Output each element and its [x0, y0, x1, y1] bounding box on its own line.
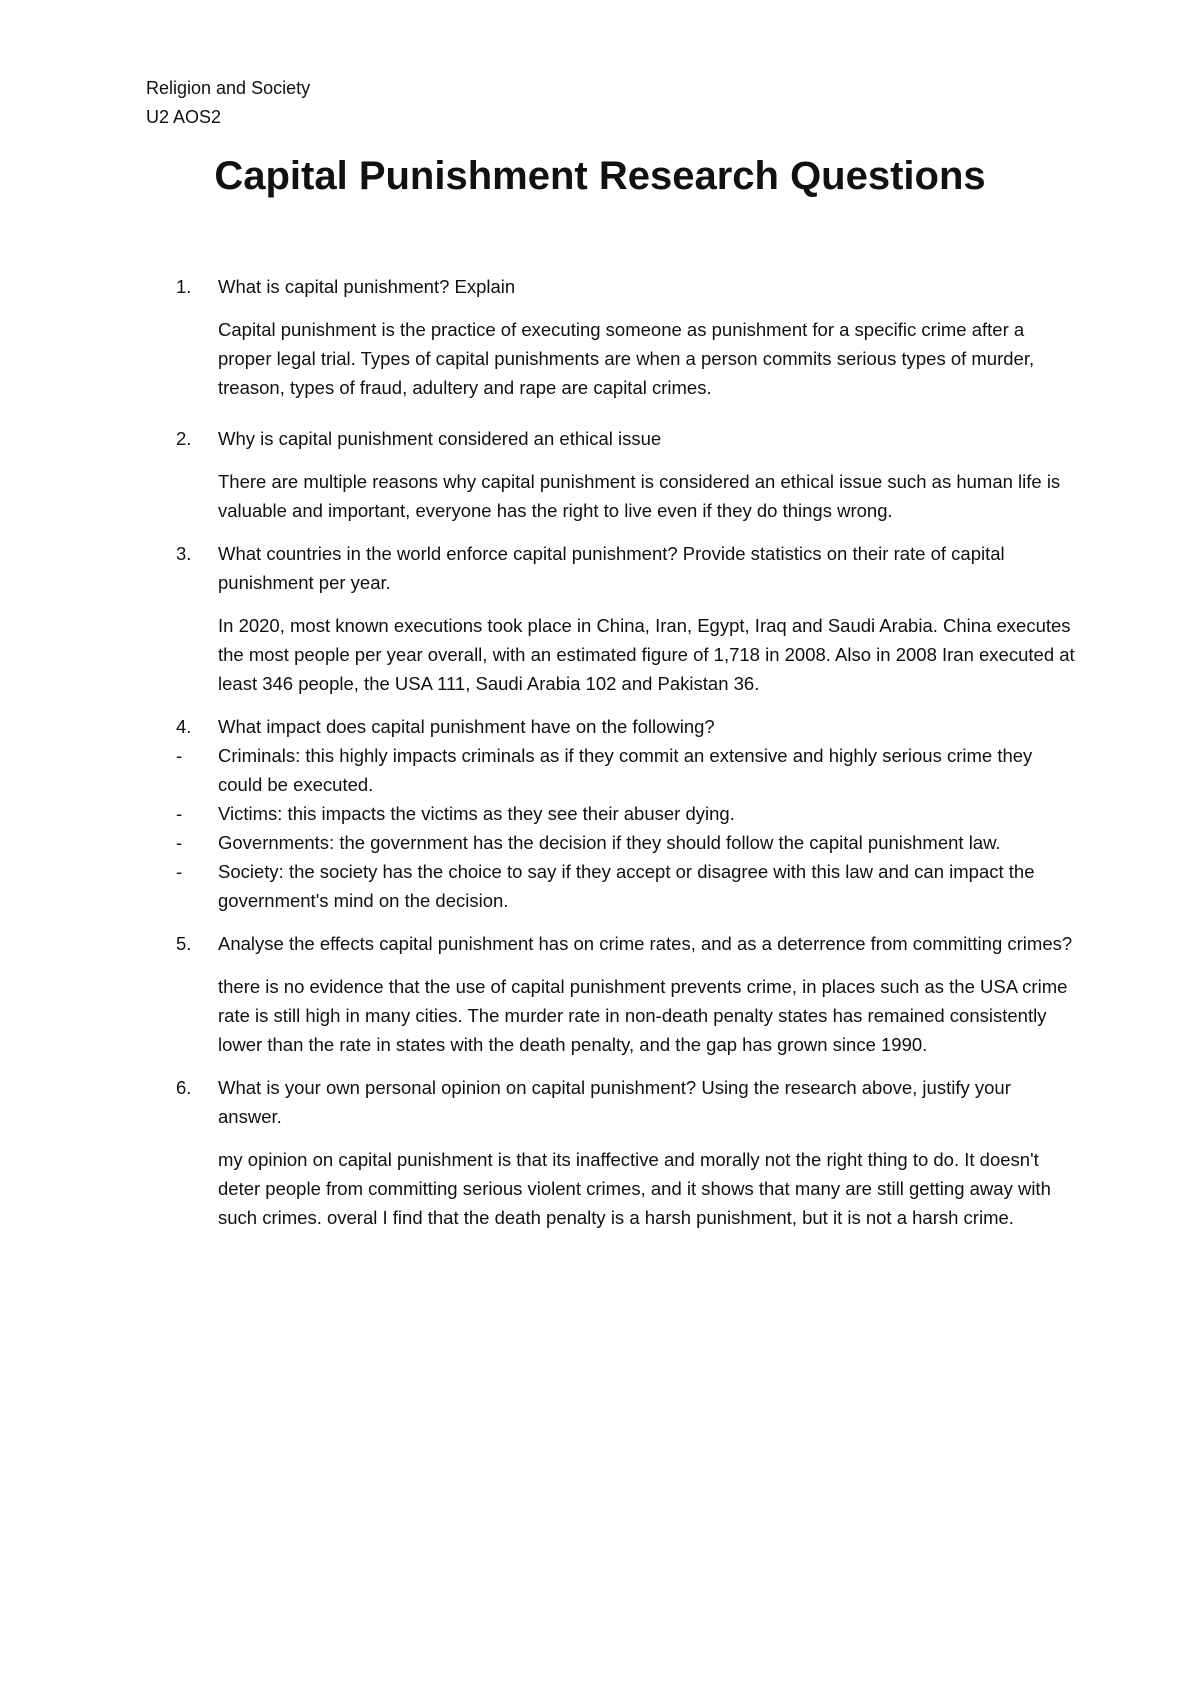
list-item [176, 857, 1076, 915]
dash-marker: - [176, 861, 183, 882]
list-item [176, 828, 1076, 857]
impact-society: Society: the society has the choice to say if they accept or disagree with this law and can impact the government's mind on the decision. [218, 861, 1035, 911]
question-number: 2. [176, 428, 192, 449]
question-text: Why is capital punishment considered an ethical issue [218, 428, 662, 449]
question-6 [176, 1073, 1076, 1131]
document-header [146, 74, 310, 132]
answer-1: Capital punishment is the practice of executing someone as punishment for a specific crime after a proper legal trial. Types of capital punishments are when a person commits serious types of murder, treason, types of fraud, adultery and rape are capital crimes. [218, 319, 1035, 398]
question-text: Analyse the effects capital punishment has on crime rates, and as a deterrence from committing crimes? [218, 933, 1073, 954]
answer-6: my opinion on capital punishment is that its inaffective and morally not the right thing to do. It doesn't deter people from committing serious violent crimes, and it shows that many are still getting away with such crimes. overal I find that the death penalty is a harsh punishment, but it is not a harsh crime. [218, 1149, 1051, 1228]
question-text: What is your own personal opinion on capital punishment? Using the research above, justify your answer. [218, 1077, 1011, 1127]
question-number: 4. [176, 716, 192, 737]
question-5 [176, 929, 1076, 958]
question-2 [176, 424, 1076, 453]
impact-governments: Governments: the government has the decision if they should follow the capital punishment law. [218, 832, 1001, 853]
unit-label: U2 AOS2 [146, 107, 222, 127]
page-title: Capital Punishment Research Questions [214, 154, 986, 198]
answer-2: There are multiple reasons why capital punishment is considered an ethical issue such as human life is valuable and important, everyone has the right to live even if they do things wrong. [218, 471, 1061, 521]
impact-victims: Victims: this impacts the victims as they see their abuser dying. [218, 803, 735, 824]
answer-5: there is no evidence that the use of capital punishment prevents crime, in places such as the USA crime rate is still high in many cities. The murder rate in non-death penalty states has remained consistently lower than the rate in states with the death penalty, and the gap has grown since 1990. [218, 976, 1068, 1055]
question-number: 1. [176, 276, 192, 297]
dash-marker: - [176, 832, 183, 853]
impact-list [176, 741, 1076, 915]
question-text: What is capital punishment? Explain [218, 276, 516, 297]
list-item [176, 741, 1076, 799]
impact-criminals: Criminals: this highly impacts criminals as if they commit an extensive and highly serious crime they could be executed. [218, 745, 1033, 795]
question-1 [176, 272, 1076, 301]
questions-list [176, 272, 1076, 1232]
answer-3: In 2020, most known executions took place in China, Iran, Egypt, Iraq and Saudi Arabia. China executes the most people per year overall, with an estimated figure of 1,718 in 2008. Also in 2008 Iran executed at least 346 people, the USA 111, Saudi Arabia 102 and Pakistan 36. [218, 615, 1075, 694]
subject-label: Religion and Society [146, 78, 311, 98]
question-3 [176, 539, 1076, 597]
question-number: 6. [176, 1077, 192, 1098]
question-text: What countries in the world enforce capital punishment? Provide statistics on their rate of capital punishment per year. [218, 543, 1005, 593]
question-4 [176, 712, 1076, 741]
dash-marker: - [176, 745, 183, 766]
dash-marker: - [176, 803, 183, 824]
question-number: 5. [176, 933, 192, 954]
question-text: What impact does capital punishment have on the following? [218, 716, 715, 737]
list-item [176, 799, 1076, 828]
question-number: 3. [176, 543, 192, 564]
